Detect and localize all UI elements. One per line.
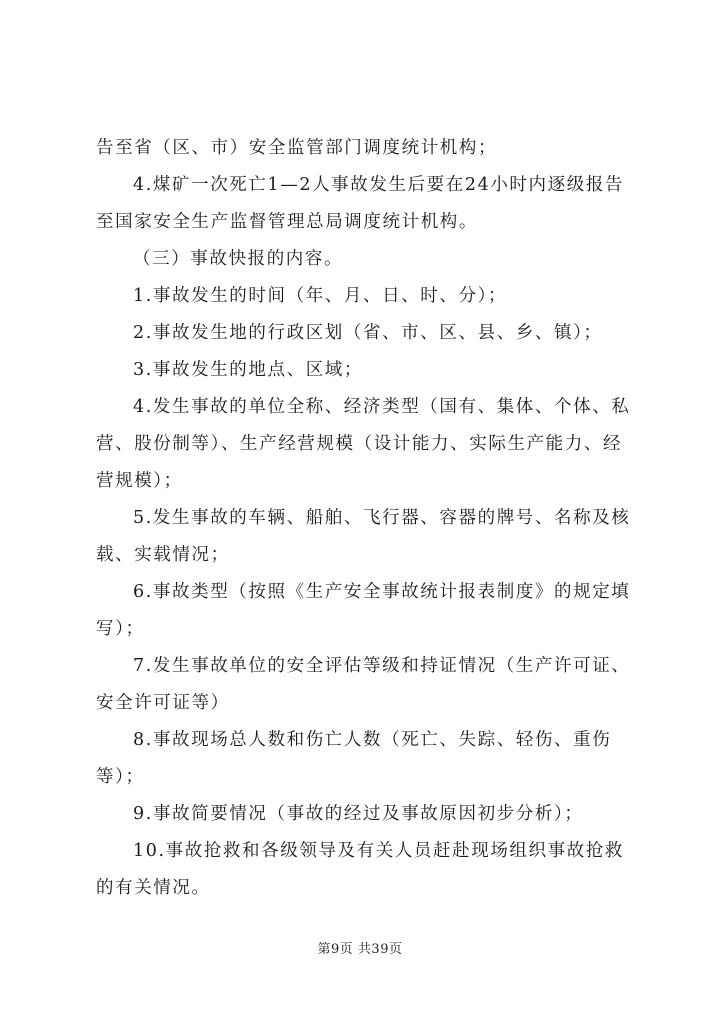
text-line: 7.发生事故单位的安全评估等级和持证情况（生产许可证、: [133, 656, 631, 676]
text-line: 2.事故发生地的行政区划（省、市、区、县、乡、镇）；: [133, 323, 603, 343]
text-line: 的有关情况。: [96, 878, 211, 898]
section-heading: （三）事故快报的内容。: [133, 249, 344, 269]
text-line: 营、股份制等）、生产经营规模（设计能力、实际生产能力、经: [96, 434, 623, 454]
text-line: 1.事故发生的时间（年、月、日、时、分）；: [133, 286, 508, 306]
text-line: 10.事故抢救和各级领导及有关人员赶赴现场组织事故抢救: [133, 841, 625, 861]
page-number-footer: 第9页 共39页: [317, 942, 403, 957]
text-line: 等）；: [96, 767, 145, 787]
text-line: 营规模）；: [96, 471, 183, 491]
text-line: 8.事故现场总人数和伤亡人数（死亡、失踪、轻伤、重伤: [133, 730, 612, 750]
text-line: 5.发生事故的车辆、船舶、飞行器、容器的牌号、名称及核: [133, 508, 631, 528]
text-line: 3.事故发生的地点、区域；: [133, 360, 363, 380]
text-line: 告至省（区、市）安全监管部门调度统计机构；: [96, 138, 498, 158]
text-line: 载、实载情况；: [96, 545, 230, 565]
text-line: 4.发生事故的单位全称、经济类型（国有、集体、个体、私: [133, 397, 631, 417]
text-line: 4.煤矿一次死亡1—2人事故发生后要在24小时内逐级报告: [133, 175, 625, 195]
text-line: 安全许可证等）: [96, 693, 230, 713]
text-line: 9.事故简要情况（事故的经过及事故原因初步分析）；: [133, 804, 584, 824]
text-line: 写）；: [96, 619, 145, 639]
document-body: [96, 130, 641, 907]
text-line: 6.事故类型（按照《生产安全事故统计报表制度》的规定填: [133, 582, 631, 602]
text-line: 至国家安全生产监督管理总局调度统计机构。: [96, 212, 478, 232]
